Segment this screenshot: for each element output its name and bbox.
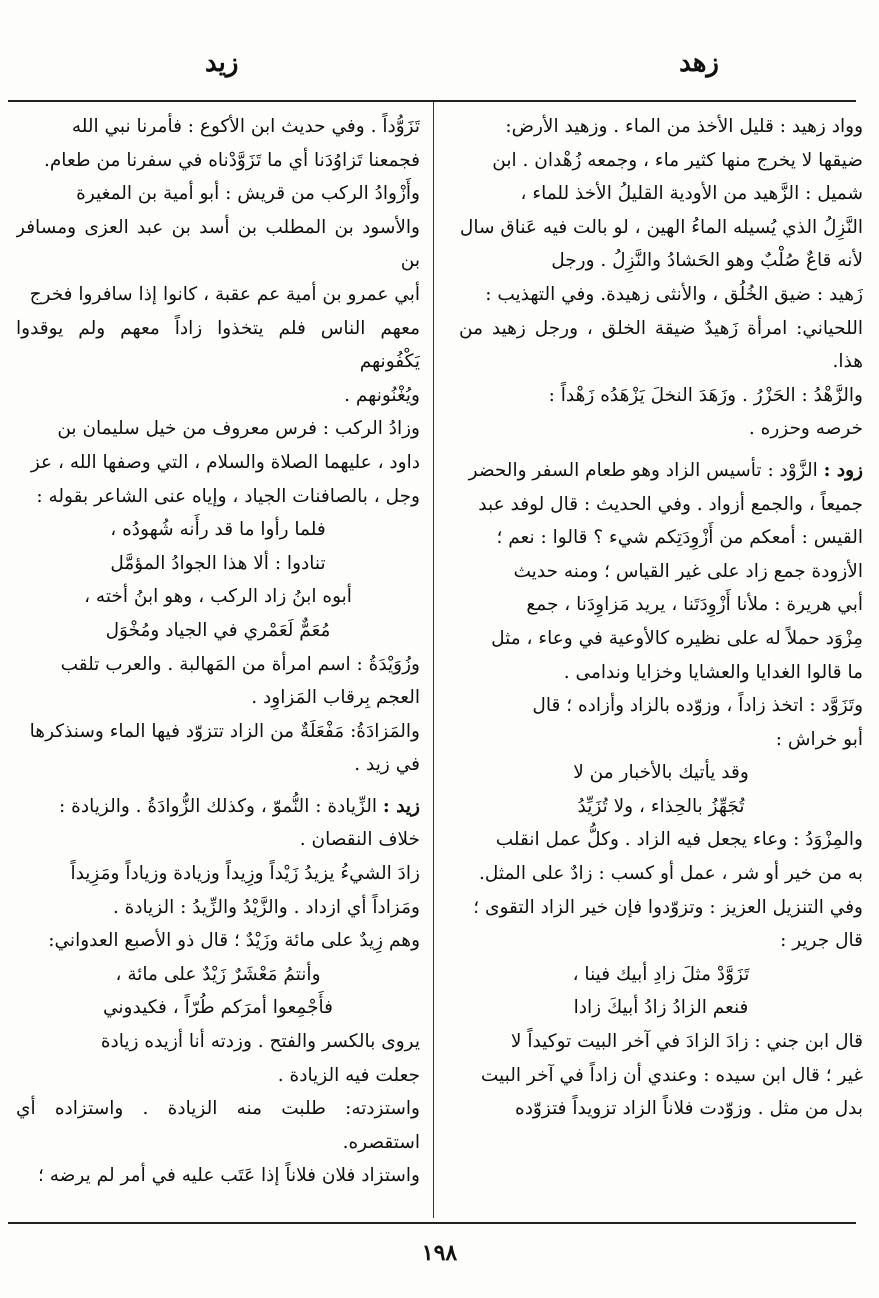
line-text: فأَجْمِعوا أمرَكم طُرّاً ، فكيدوني [102,997,334,1019]
text-line [16,211,420,278]
column-divider [433,102,434,1218]
text-line [16,648,420,682]
text-line [16,1025,420,1059]
text-line [16,177,420,211]
entry-headword: زود : [823,459,863,481]
line-text: داود ، عليهما الصلاة والسلام ، التي وصفها الله ، عز [30,451,420,473]
text-line [459,857,863,891]
line-text: مِزْوَد حملاً له على نظيره كالأوعية في وعاء ، مثل [491,627,863,649]
text-line [459,244,863,278]
verse-line [16,991,420,1025]
verse-line [459,790,863,824]
line-text: والزَّهْدُ : الحَزْرُ . وزَهَدَ النخلَ يَزْهَدُه زَهْداً : [548,384,863,406]
text-line [459,891,863,925]
text-line [16,891,420,925]
line-text: النَّزِلُ الذي يُسيله الماءُ الهين ، لو بالت فيه عَناق سال [459,216,863,238]
line-text: به من خير أو شر ، عمل أو كسب : زادٌ على المثل. [479,863,863,885]
text-line [459,656,863,690]
line-text: ويُغْنُونهم . [344,384,420,406]
line-text: فلما رأوا ما قد رأَنه شُهودُه ، [110,519,326,541]
verse-line [459,756,863,790]
line-text: واستزاد فلان فلاناً إذا عَتَب عليه في أمر لم يرضه ؛ [38,1165,420,1187]
text-line [459,823,863,857]
line-text: شميل : الزَّهيد من الأودية القليلُ الأخذ للماء ، [520,183,863,205]
entry-line [16,790,420,824]
text-line [16,681,420,715]
line-text: جميعاً ، والجمع أزواد . وفي الحديث : قال لوفد عبد [478,493,863,515]
verse-line [16,547,420,581]
line-text: معهم الناس فلم يتخذوا زاداً معهم ولم يوقدوا يَكْفُونهم [16,317,420,373]
header-root-right: زهد [679,48,719,78]
text-line [459,379,863,413]
line-text: وفي التنزيل العزيز : وتزوّدوا فإن خير الزاد التقوى ؛ [473,896,863,918]
header-rule [8,100,856,102]
verse-line [16,580,420,614]
text-line [16,748,420,782]
line-text: والمِزْوَدُ : وعاء يجعل فيه الزاد . وكلُّ عمل انقلب [495,829,863,851]
line-text: ما قالوا الغدايا والعشايا وخزايا وندامى . [563,661,863,683]
verse-line [16,614,420,648]
text-line [459,1025,863,1059]
line-text: فجمعنا تَزاوُدَنا أي ما تَزَوَّدْناه في سفرنا من طعام. [43,149,420,171]
line-text: تَزَوُّداً . وفي حديث ابن الأكوع : فأمرنا نبي الله [71,116,420,137]
text-line [459,723,863,757]
page-header [0,48,879,88]
verse-line [16,513,420,547]
page-number: ١٩٨ [421,1240,458,1266]
line-text: زَهيد : ضيق الخُلُق ، والأنثى زهيدة. وفي التهذيب : [485,283,863,305]
text-line [16,412,420,446]
text-line [16,144,420,178]
text-line [16,1092,420,1159]
line-text: خلاف النقصان . [299,829,420,851]
line-text: يروى بالكسر والفتح . وزدته أنا أزيده زيادة [100,1031,420,1053]
text-line [459,689,863,723]
text-line [459,278,863,312]
line-text: جعلت فيه الزيادة . [277,1064,420,1086]
text-line [16,715,420,749]
line-text: في زيد . [354,754,420,776]
line-text: وقد يأتيك بالأخبار من لا [573,762,749,784]
text-line [16,924,420,958]
line-text: الأزودة جمع زاد على غير القياس ؛ ومنه حديث [513,560,863,582]
line-text: وتَزَوَّد : اتخذ زاداً ، وزوّده بالزاد وأزاده ؛ قال [532,695,863,717]
line-text: قال ابن جني : زادَ الزادَ في آخر البيت توكيداً لا [510,1031,863,1053]
text-line [16,379,420,413]
text-line [459,312,863,379]
text-line [459,211,863,245]
text-line [16,857,420,891]
entry-headword: زيد : [382,795,420,817]
verse-line [16,958,420,992]
text-line [459,588,863,622]
line-text: أبي عمرو بن أمية عم عقبة ، كانوا إذا سافروا فخرج [29,283,420,305]
line-text: لأنه قاعٌ صُلْبٌ وهو الحَشادُ والنَّزِلُ . ورجل [551,250,863,272]
verse-line [459,991,863,1025]
line-text: تُجَهِّزُ بالحِذاء ، ولا تُزَيِّدُ [577,795,745,817]
line-text: ضيقها لا يخرج منها كثير ماء ، وجمعه زُهْدان . ابن [492,149,863,171]
line-text: فنعم الزادُ زادُ أبيكَ زادا [573,997,749,1019]
line-text: واستزدته: طلبت منه الزيادة . واستزاده أي استقصره. [16,1098,420,1153]
line-text: تنادوا : ألا هذا الجوادُ المؤمَّل [110,552,326,574]
text-line [459,412,863,446]
text-line [16,110,420,144]
line-text: وأَزْوادُ الركب من قريش : أبو أمية بن المغيرة [76,183,420,205]
text-line [459,488,863,522]
text-line [459,177,863,211]
text-line [16,823,420,857]
line-text: اللحياني: امرأة زَهيدٌ ضيقة الخلق ، ورجل زهيد من هذا. [459,317,863,373]
text-line [16,278,420,312]
text-line [16,1159,420,1193]
line-text: الزَّوْد : تأسيس الزاد وهو طعام السفر والحضر [468,459,818,481]
line-text: والمَزادَةُ: مَفْعَلَةٌ من الزاد تتزوّد فيها الماء وسنذكرها [29,720,420,742]
line-text: خرصه وحزره . [748,418,863,440]
line-text: وجل ، بالصافنات الجياد ، وإياه عنى الشاعر بقوله : [36,485,420,507]
footer-rule [8,1222,856,1224]
line-text: الزِّيادة : النُّموّ ، وكذلك الزُّوادَةُ . والزيادة : [59,795,378,817]
line-text: أبي هريرة : ملأنا أَزْوِدَتَنا ، يريد مَزاوِدَنا ، جمع [526,594,863,616]
line-text: تَزَوَّدْ مثلَ زادِ أبيك فينا ، [572,963,750,985]
line-text: وزادُ الركب : فرس معروف من خيل سليمان بن [57,418,420,440]
header-root-left: زيد [205,48,239,78]
line-text: وأنتمُ مَعْشَرٌ زَيْدٌ على مائة ، [115,963,321,985]
line-text: مُعَمٌّ لَعَمْري في الجياد ومُخْوَل [105,619,331,641]
line-text: غير ؛ قال ابن سيده : وعندي أن زاداً في آخر البيت [480,1064,863,1086]
line-text: والأسود بن المطلب بن أسد بن عبد العزى ومسافر بن [16,216,420,272]
line-text: وزُوَيْدَةُ : اسم امرأة من المَهالبة . والعرب تلقب [60,653,420,675]
line-text: العجم بِرقاب المَزاوِد . [251,687,420,709]
line-text: وهم زِيدٌ على مائة وزَيْدٌ ؛ قال ذو الأصبع العدواني: [48,930,420,952]
text-line [459,622,863,656]
line-text: أبو خراش : [775,728,863,750]
text-line [459,1059,863,1093]
line-text: القيس : أمعكم من أَزْوِدَتِكم شيء ؟ قالوا : نعم ؛ [496,527,863,549]
line-text: زادَ الشيءُ يزيدُ زَيْداً وزِيداً وزيادة وزياداً ومَزِيداً [70,863,420,885]
line-text: بدل من مثل . وزوّدت فلاناً الزاد تزويداً فتزوّده [515,1098,863,1120]
line-text: أبوه ابنُ زاد الركب ، وهو ابنُ أخته ، [84,586,352,608]
entry-line [459,454,863,488]
text-line [459,924,863,958]
text-line [16,312,420,379]
text-line [459,1092,863,1126]
line-text: وواد زهيد : قليل الأخذ من الماء . وزهيد الأرض: [505,116,863,137]
right-column [459,110,863,1216]
text-line [16,1059,420,1093]
text-line [459,521,863,555]
text-line [16,446,420,480]
left-column [16,110,420,1216]
verse-line [459,958,863,992]
text-line [459,144,863,178]
text-line [459,110,863,144]
text-line [16,480,420,514]
text-line [459,555,863,589]
line-text: قال جرير : [780,930,863,952]
line-text: ومَزاداً أي ازداد . والزَّيْدُ والزِّيدُ : الزيادة . [112,896,420,918]
